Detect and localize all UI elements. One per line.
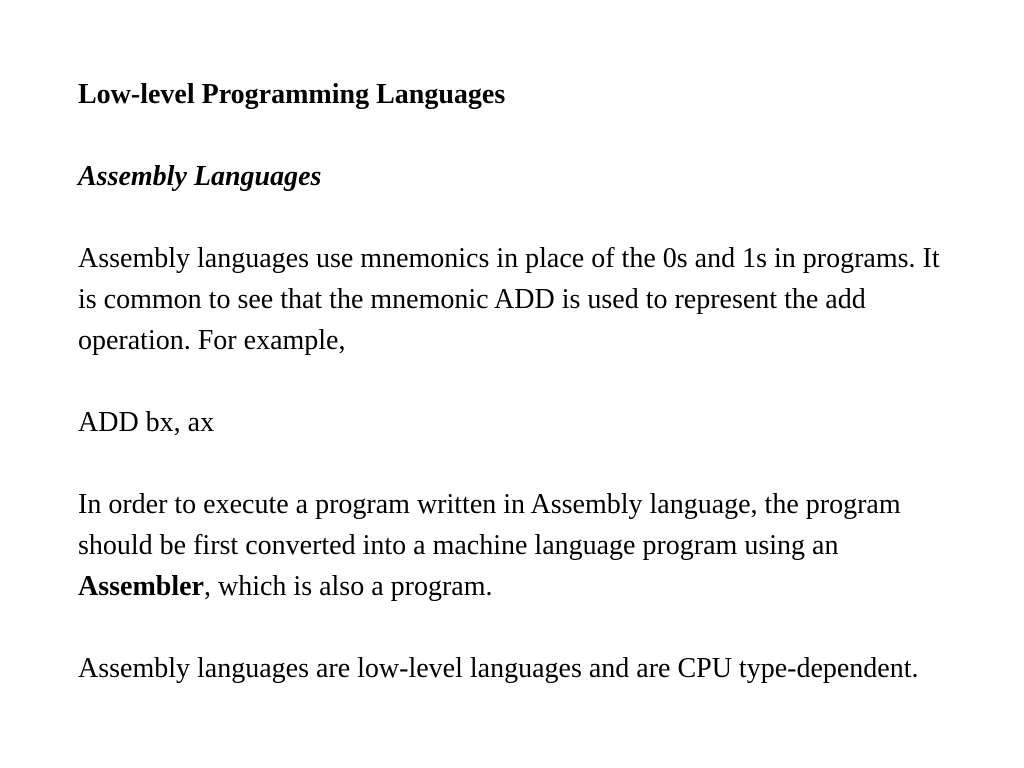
- paragraph-assembler-text-after: , which is also a program.: [203, 571, 493, 602]
- assembler-term: Assembler: [78, 571, 204, 602]
- slide-subtitle: Assembly Languages: [78, 161, 322, 192]
- slide-title: Low-level Programming Languages: [78, 79, 506, 110]
- slide-content: [78, 74, 958, 689]
- code-example: ADD bx, ax: [78, 407, 215, 438]
- paragraph-mnemonics: Assembly languages use mnemonics in place of the 0s and 1s in programs. It is common to see that the mnemonic ADD is used to represent the add operation. For example,: [78, 243, 940, 356]
- paragraph-cpu-dependent: Assembly languages are low-level languages and are CPU type-dependent.: [78, 653, 919, 684]
- paragraph-assembler: [78, 484, 958, 607]
- paragraph-assembler-text-before: In order to execute a program written in Assembly language, the program should be first converted into a machine language program using an: [78, 489, 901, 561]
